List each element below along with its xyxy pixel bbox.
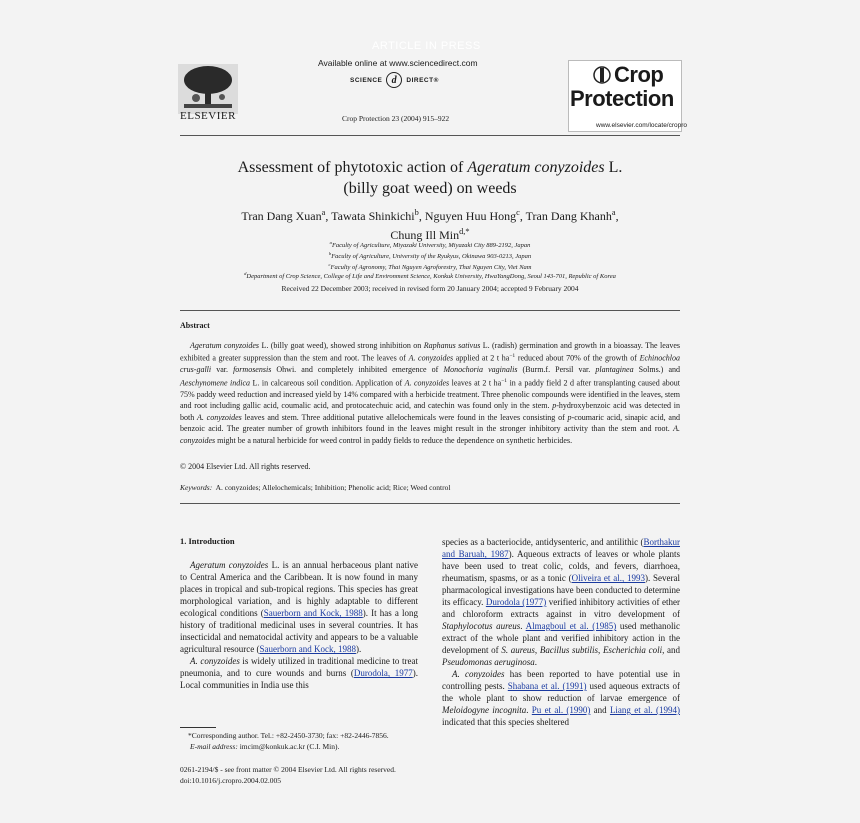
citation-link[interactable]: Borthakur and Baruah, 1987 [442, 537, 680, 559]
citation-link[interactable]: Durodola (1977) [485, 597, 547, 607]
keywords: Keywords: A. conyzoides; Allelochemicals; Inhibition; Phenolic acid; Rice; Weed control [180, 483, 451, 492]
available-online: Available online at www.sciencedirect.com [318, 58, 478, 68]
citation-link[interactable]: Sauerborn and Kock, 1988 [259, 644, 356, 654]
sciencedirect-logo: SCIENCE d DIRECT® [350, 72, 439, 88]
sciencedirect-d-icon: d [386, 72, 402, 88]
body-column-right: species as a bacteriocide, antidysenteric, and antilithic (Borthakur and Baruah, 1987). Aqueous extracts of leaves or whole plants have been used to treat colic, colds, and fevers, diarrhoea, rheumatism, spasms, or as a tonic (Oliveira et al., 1993). Several pharmacological investigations have been conducted to determine its efficacy. Durodola (1977) verified inhibitory activities of ether and chloroform extracts against in vitro development of Staphylocotus aureus. Almagboul et al. (1985) used methanolic extract of the whole plant and verified inhibitory action in the development of S. aureus, Bacillus subtilis, Escherichia coli, and Pseudomonas aeruginosa. A. conyzoides has been reported to have potential use in controlling pests. Shabana et al. (1991) used aqueous extracts of the whole plant to show reduction of larvae emergence of Meloidogyne incognita. Pu et al. (1990) and Liang et al. (1994) indicated that this species sheltered [442, 537, 681, 727]
article-title: Assessment of phytotoxic action of Ageratum conyzoides L. (billy goat weed) on weeds [237, 159, 623, 197]
journal-reference: Crop Protection 23 (2004) 915–922 [342, 114, 450, 123]
affiliation-c: $^c$Faculty of Agronomy, Thai Nguyen Agroforestry, Thai Nguyen City, Viet Nam [328, 262, 532, 272]
footnote-rule [180, 727, 216, 728]
abstract-heading: Abstract [180, 321, 210, 330]
abstract-top-rule [180, 310, 680, 311]
affiliation-d: $^d$Department of Crop Science, College of Life and Environment Science, Konkuk University, HwaYangDong, Seoul 143-701, Republic of Korea [244, 271, 616, 281]
body-column-left: Ageratum conyzoides L. is an annual herbaceous plant native to Central America and the Caribbean. It is now found in many places in tropical and sub-tropical regions. This species has great morphological variation, and is highly adaptable to different ecological conditions (Sauerborn and Kock, 1988). It has a long history of traditional medicinal uses in several countries. It has insecticidal and nematocidal activity and appears to be a valuable agricultural resource (Sauerborn and Kock, 1988). A. conyzoides is widely utilized in traditional medicine to treat pneumonia, and to cure wounds and burns (Durodola, 1977). Local communities in India use this [180, 560, 419, 690]
abstract-body: Ageratum conyzoides L. (billy goat weed), showed strong inhibition on Raphanus sativus L. (radish) germination and growth in a bioassay. The leaves exhibited a greater suppression than the stem and root. The leaves of A. conyzoides applied at 2 t $ha^{-1}$ reduced about 70% of the growth of Echinochloa crus-galli var. formosensis Ohwi. and completely inhibited emergence of Monochoria vaginalis (Burm.f. Persil var. plantaginea Solms.) and Aeschynomene indica L. in calcareous soil condition. Application of A. conyzoides leaves at 2 t $ha^{-1}$ in a paddy field 2 d after transplanting caused about 75% paddy weed reduction and increased yield by 14% compared with a herbicide treatment. Three phenolic compounds were identified in the leaves, stem and root including gallic acid, coumalic acid, and protocatechuic acid, and catechin was found only in the stem. p-hydroxybenzoic acid was detected in both A. conyzoides leaves and stem. Three additional putative allelochemicals were found in the leaves consisting of p-coumaric acid, sinapic acid, and benzoic acid. The greater number of growth inhibitors found in the leaves might result in the stronger inhibitory activity than the stem and root. A. conyzoides might be a natural herbicide for weed control in paddy fields to reduce the dependence on synthetic herbicides. [180, 341, 680, 445]
journal-emblem-icon [592, 66, 612, 84]
abstract-copyright: © 2004 Elsevier Ltd. All rights reserved. [180, 462, 311, 471]
citation-link[interactable]: Sauerborn and Kock, 1988 [263, 608, 363, 618]
citation-link[interactable]: Pu et al. (1990) [531, 705, 591, 715]
citation-link[interactable]: Oliveira et al., 1993 [571, 573, 645, 583]
section-heading-introduction: 1. Introduction [180, 536, 235, 546]
header-rule [180, 135, 680, 136]
page-footer [180, 764, 396, 786]
citation-link[interactable]: Durodola, 1977 [353, 668, 413, 678]
publisher-name: ELSEVIER [180, 110, 236, 122]
doi-line[interactable]: doi:10.1016/j.cropro.2004.02.005 [180, 776, 282, 785]
keywords-bottom-rule [180, 503, 680, 504]
issn-line: 0261-2194/$ - see front matter © 2004 Elsevier Ltd. All rights reserved. [180, 765, 396, 774]
citation-link[interactable]: Liang et al. (1994) [609, 705, 680, 715]
citation-link[interactable]: Almagboul et al. (1985) [525, 621, 617, 631]
footnote-corresponding: *Corresponding author. Tel.: +82-2450-3730; fax: +82-2446-7856. E-mail address: imcim@konkuk.ac.kr (C.I. Min). [188, 731, 389, 751]
authors: Tran Dang Xuan$^a$, Tawata Shinkichi$^b$, Nguyen Huu Hong$^c$, Tran Dang Khanh$^a$, Chung Ill Min$^{d,*}$ [241, 208, 619, 242]
affiliation-b: $^b$Faculty of Agriculture, University of the Ryukyus, Okinawa 903-0213, Japan [328, 251, 532, 261]
affiliation-a: $^a$Faculty of Agriculture, Miyazaki University, Miyazaki City 889-2192, Japan [329, 240, 531, 250]
received-dates: Received 22 December 2003; received in revised form 20 January 2004; accepted 9 February 2004 [281, 284, 579, 293]
journal-logo-word1: Crop [614, 62, 664, 87]
citation-link[interactable]: Shabana et al. (1991) [507, 681, 587, 691]
journal-logo-word2: Protection [570, 86, 674, 111]
journal-url: www.elsevier.com/locate/cropro [596, 122, 688, 129]
watermark: ARTICLE IN PRESS [372, 40, 481, 52]
